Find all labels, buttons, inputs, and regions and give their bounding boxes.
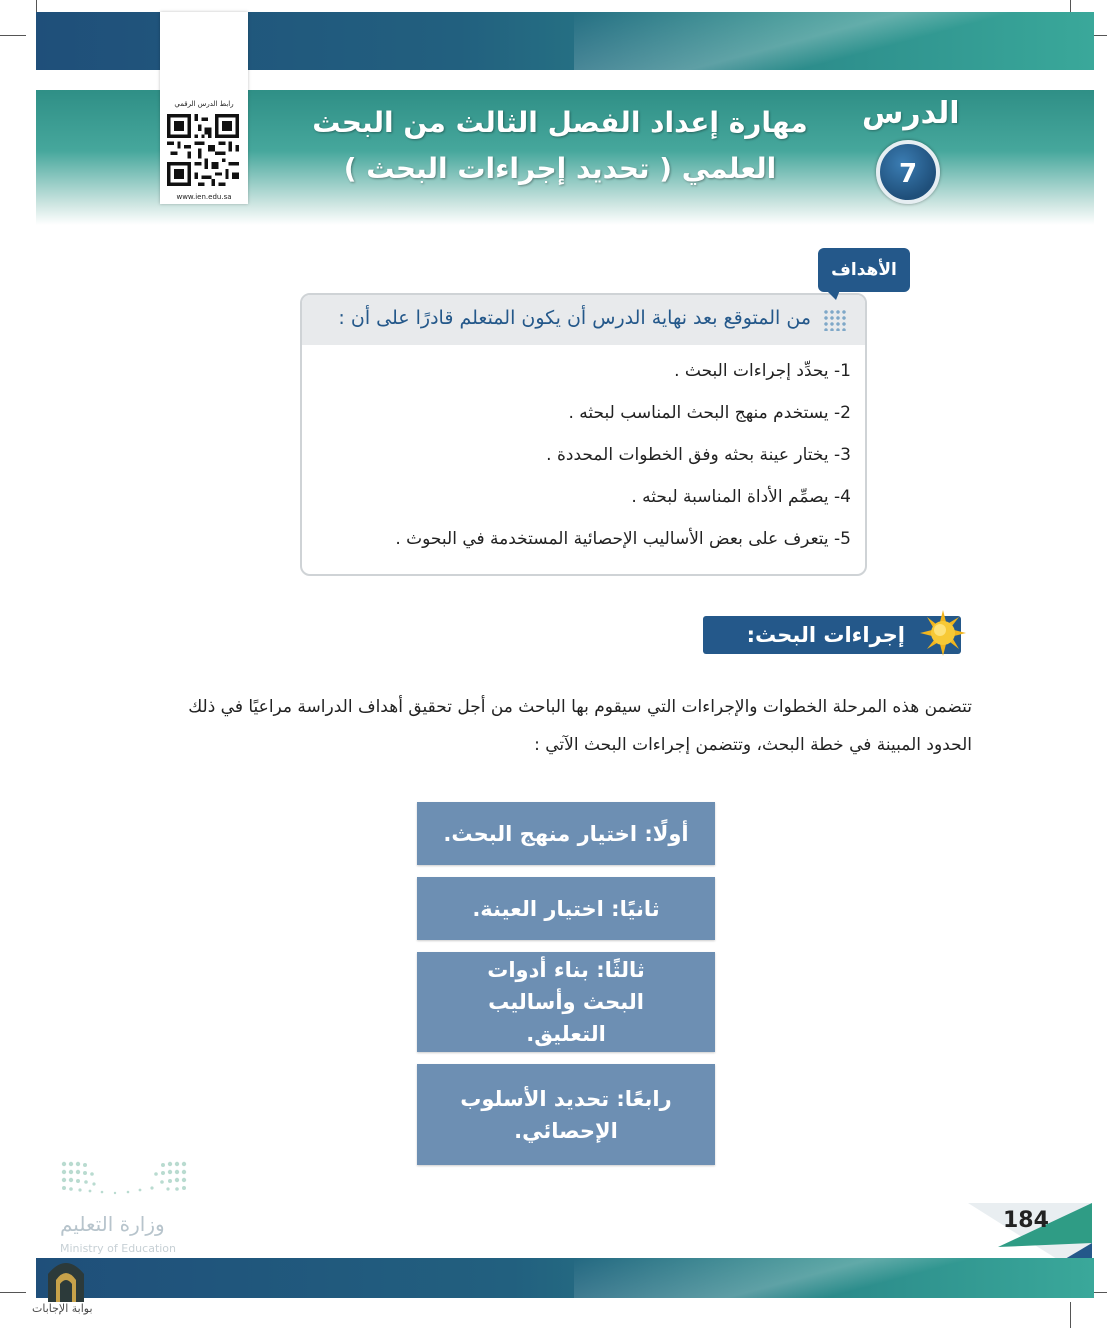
objective-item: 1- يحدِّد إجراءات البحث . xyxy=(674,361,851,381)
objectives-box xyxy=(300,293,867,576)
qr-code-icon[interactable] xyxy=(167,114,239,186)
lesson-title-line2: العلمي ( تحديد إجراءات البحث ) xyxy=(343,152,777,185)
objectives-header xyxy=(302,295,867,345)
lesson-title-line1: مهارة إعداد الفصل الثالث من البحث xyxy=(312,106,808,139)
objective-item: 5- يتعرف على بعض الأساليب الإحصائية المستخدمة في البحوث . xyxy=(395,529,851,549)
lesson-label: الدرس xyxy=(862,96,960,131)
objectives-intro: من المتوقع بعد نهاية الدرس أن يكون المتعلم قادرًا على أن : xyxy=(338,307,811,329)
sun-icon xyxy=(918,608,968,658)
crop-mark xyxy=(1070,1302,1071,1328)
objective-item: 2- يستخدم منهج البحث المناسب لبحثه . xyxy=(568,403,851,423)
step-box: ثانيًا: اختيار العينة. xyxy=(417,877,715,940)
crop-mark xyxy=(0,1292,26,1293)
objectives-tag: الأهداف xyxy=(818,248,910,292)
ministry-logo-icon xyxy=(60,1160,188,1204)
objective-item: 3- يختار عينة بحثه وفق الخطوات المحددة . xyxy=(546,445,851,465)
qr-label: رابط الدرس الرقمي xyxy=(174,100,234,108)
lesson-number-badge: 7 xyxy=(876,140,940,204)
step-box: أولًا: اختيار منهج البحث. xyxy=(417,802,715,865)
crop-mark xyxy=(0,35,26,36)
mosque-gate-icon xyxy=(44,1256,88,1302)
step-box: رابعًا: تحديد الأسلوب الإحصائي. xyxy=(417,1064,715,1165)
section-paragraph: تتضمن هذه المرحلة الخطوات والإجراءات التي سيقوم بها الباحث من أجل تحقيق أهداف الدراسة مراعيًا في ذلك الحدود المبينة في خطة البحث، وتتضمن إجراءات البحث الآتي : xyxy=(188,697,972,755)
section-title: إجراءات البحث: xyxy=(703,616,961,654)
ministry-name-ar: وزارة التعليم xyxy=(60,1212,165,1236)
lesson-title xyxy=(300,100,820,192)
bottom-banner xyxy=(36,1258,1094,1298)
ministry-name-en: Ministry of Education xyxy=(60,1242,177,1255)
qr-card[interactable] xyxy=(160,12,248,204)
objectives-tag-tail xyxy=(826,290,840,300)
objectives-list xyxy=(331,357,851,567)
step-box: ثالثًا: بناء أدوات البحث وأساليب التعليق. xyxy=(417,952,715,1052)
watermark-text: بوابة الإجابات xyxy=(32,1302,93,1315)
qr-url[interactable]: www.ien.edu.sa xyxy=(176,193,232,201)
page-number: 184 xyxy=(1003,1208,1049,1233)
objective-item: 4- يصمِّم الأداة المناسبة لبحثه . xyxy=(631,487,851,507)
dots-icon xyxy=(823,309,847,331)
